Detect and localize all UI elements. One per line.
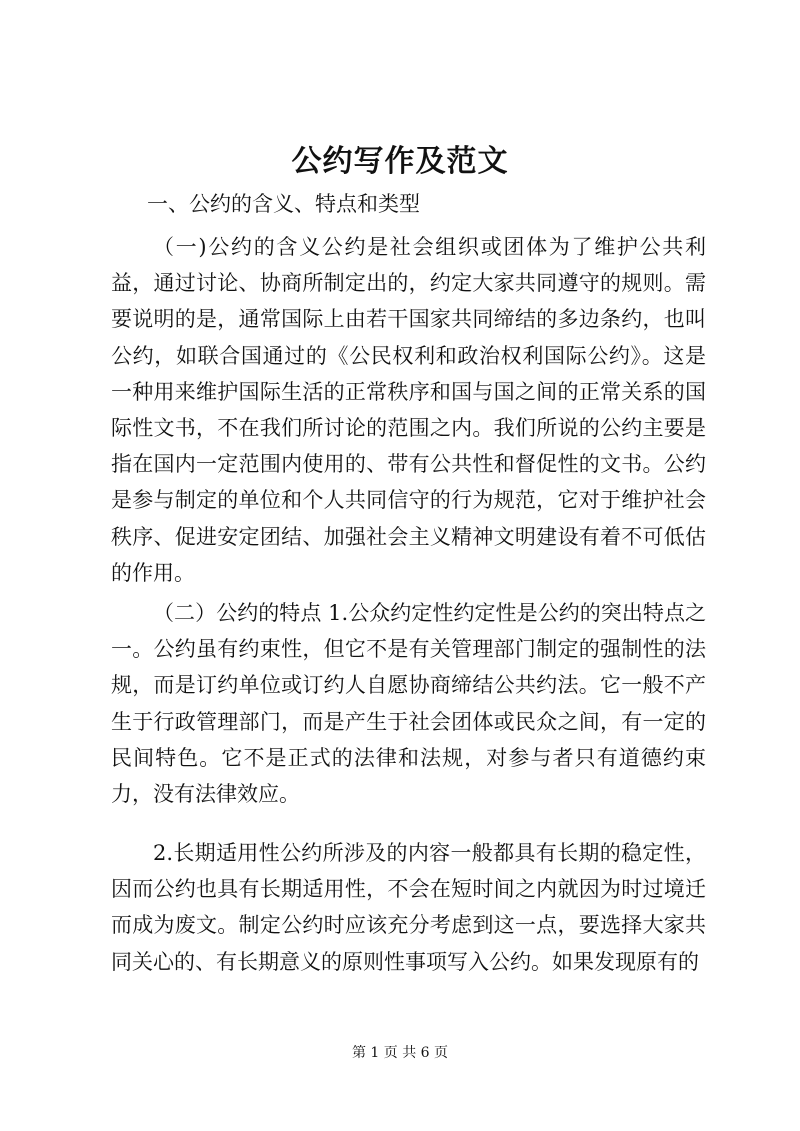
paragraph-definition: （一)公约的含义公约是社会组织或团体为了维护公共利益，通过讨论、协商所制定出的，约定大家共同遵守的规则。需要说明的是，通常国际上由若干国家共同缔结的多边条约，也叫公约，如联合国通过的《公民权利和政治权利国际公约》。这是一种用来维护国际生活的正常秩序和国与国之间的正常关系的国际性文书，不在我们所讨论的范围之内。我们所说的公约主要是指在国内一定范围内使用的、带有公共性和督促性的文书。公约是参与制定的单位和个人共同信守的行为规范，它对于维护社会秩序、促进安定团结、加强社会主义精神文明建设有着不可低估的作用。 — [111, 235, 706, 585]
paragraph-characteristics: （二）公约的特点 1.公众约定性约定性是公约的突出特点之一。公约虽有约束性，但它不是有关管理部门制定的强制性的法规，而是订约单位或订约人自愿协商缔结公共约法。它一般不产生于行政管理部门，而是产生于社会团体或民众之间，有一定的民间特色。它不是正式的法律和法规，对参与者只有道德约束力，没有法律效应。 — [111, 601, 706, 807]
paragraph-long-term: 2.长期适用性公约所涉及的内容一般都具有长期的稳定性，因而公约也具有长期适用性，不会在短时间之内就因为时过境迁而成为废文。制定公约时应该充分考虑到这一点，要选择大家共同关心的、有长期意义的原则性事项写入公约。如果发现原有的 — [111, 841, 706, 974]
document-title: 公约写作及范文 — [291, 144, 509, 179]
section-heading: 一、公约的含义、特点和类型 — [147, 192, 420, 216]
page-footer: 第 1 页 共 6 页 — [351, 1045, 449, 1061]
